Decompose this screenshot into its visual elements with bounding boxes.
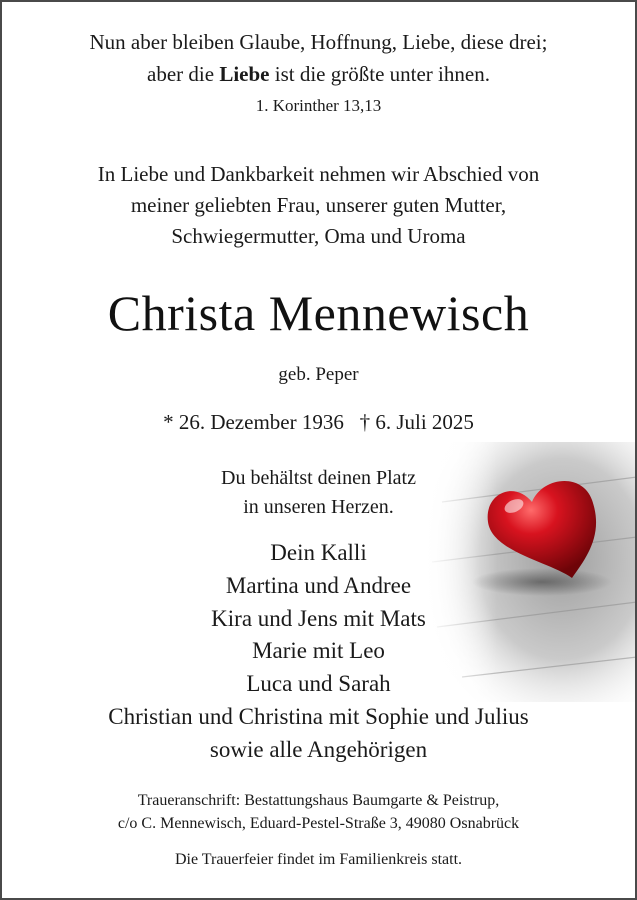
verse-line-1: Nun aber bleiben Glaube, Hoffnung, Liebe, diese drei; [89, 30, 548, 54]
mourner-line: Marie mit Leo [252, 638, 385, 663]
verse-line-2: aber die Liebe ist die größte unter ihnen. [147, 62, 490, 86]
mourner-line: Martina und Andree [225, 573, 412, 598]
funeral-note: Die Trauerfeier findet im Familienkreis statt. [174, 851, 463, 868]
verse-emphasis: Liebe [219, 62, 270, 86]
intro-line-2: meiner geliebten Frau, unserer guten Mutter, [130, 193, 507, 217]
mourner-line: Dein Kalli [270, 540, 367, 565]
life-dates: * 26. Dezember 1936 † 6. Juli 2025 [163, 410, 474, 434]
intro-line-3: Schwiegermutter, Oma und Uroma [171, 224, 466, 248]
intro-line-1: In Liebe und Dankbarkeit nehmen wir Abschied von [97, 162, 540, 186]
quote-line-1: Du behältst deinen Platz [221, 467, 416, 489]
address-line-2: c/o C. Mennewisch, Eduard-Pestel-Straße 3, 49080 Osnabrück [117, 815, 520, 832]
mourner-line: sowie alle Angehörigen [209, 737, 428, 762]
mourner-line: Luca und Sarah [246, 671, 391, 696]
quote-line-2: in unseren Herzen. [243, 496, 394, 518]
mourner-line: Christian und Christina mit Sophie und Julius [108, 704, 529, 729]
mourner-line: Kira und Jens mit Mats [211, 606, 426, 631]
birth-name: geb. Peper [278, 364, 359, 385]
address-line-1: Traueranschrift: Bestattungshaus Baumgarte & Peistrup, [137, 792, 500, 809]
deceased-name: Christa Mennewisch [107, 285, 530, 341]
verse-reference: 1. Korinther 13,13 [255, 96, 382, 115]
